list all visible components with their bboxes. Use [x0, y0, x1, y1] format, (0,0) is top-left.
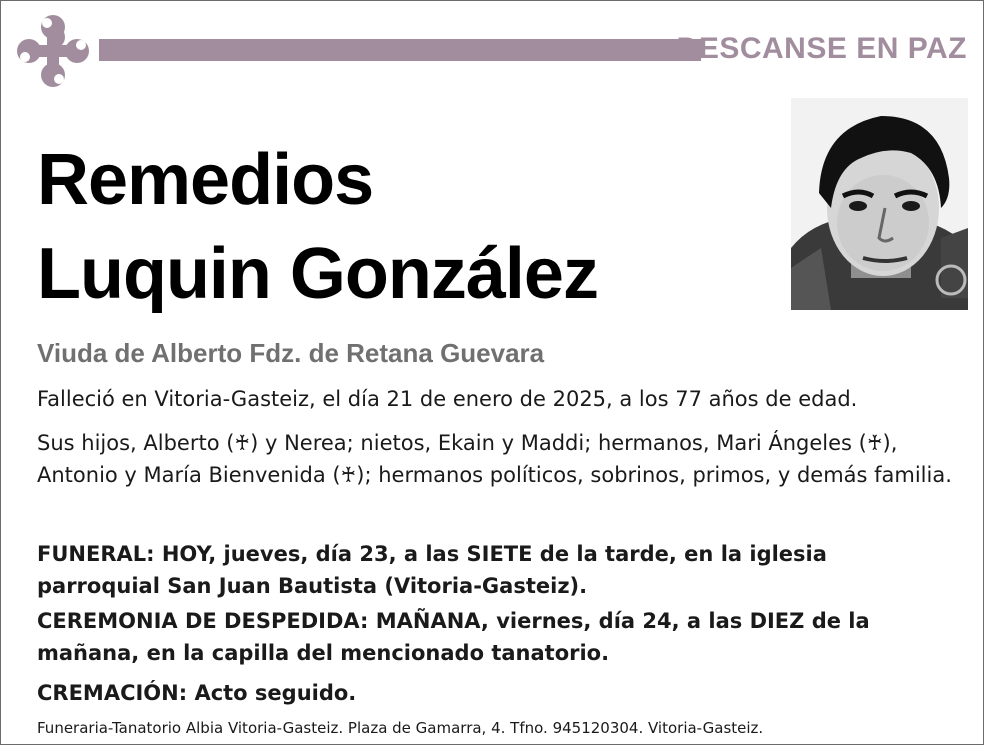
cremation-info: CREMACIÓN: Acto seguido.	[37, 681, 357, 705]
header-bar	[99, 39, 701, 61]
family-list: Sus hijos, Alberto (♰) y Nerea; nietos, Ekain y Maddi; hermanos, Mari Ángeles (♰), Antonio y María Bienvenida (♰); hermanos políticos, sobrinos, primos, y demás familia.	[37, 431, 952, 487]
name-line-1: Remedios	[37, 140, 374, 220]
lauburu-icon	[13, 11, 93, 91]
header-label: DESCANSE EN PAZ	[676, 32, 967, 65]
subtitle-widow: Viuda de Alberto Fdz. de Retana Guevara	[37, 338, 545, 368]
name-line-2: Luquin González	[37, 234, 598, 314]
deceased-photo	[791, 98, 968, 310]
funeral-info: FUNERAL: HOY, jueves, día 23, a las SIETE de la tarde, en la iglesia parroquial San Juan Bautista (Vitoria-Gasteiz).	[37, 542, 827, 598]
deceased-name	[37, 133, 598, 321]
farewell-ceremony-info: CEREMONIA DE DESPEDIDA: MAÑANA, viernes, día 24, a las DIEZ de la mañana, en la capilla del mencionado tanatorio.	[37, 609, 870, 665]
funeral-home-footer: Funeraria-Tanatorio Albia Vitoria-Gasteiz. Plaza de Gamarra, 4. Tfno. 945120304. Vitoria-Gasteiz.	[37, 719, 764, 737]
death-notice: Falleció en Vitoria-Gasteiz, el día 21 de enero de 2025, a los 77 años de edad.	[37, 387, 858, 411]
